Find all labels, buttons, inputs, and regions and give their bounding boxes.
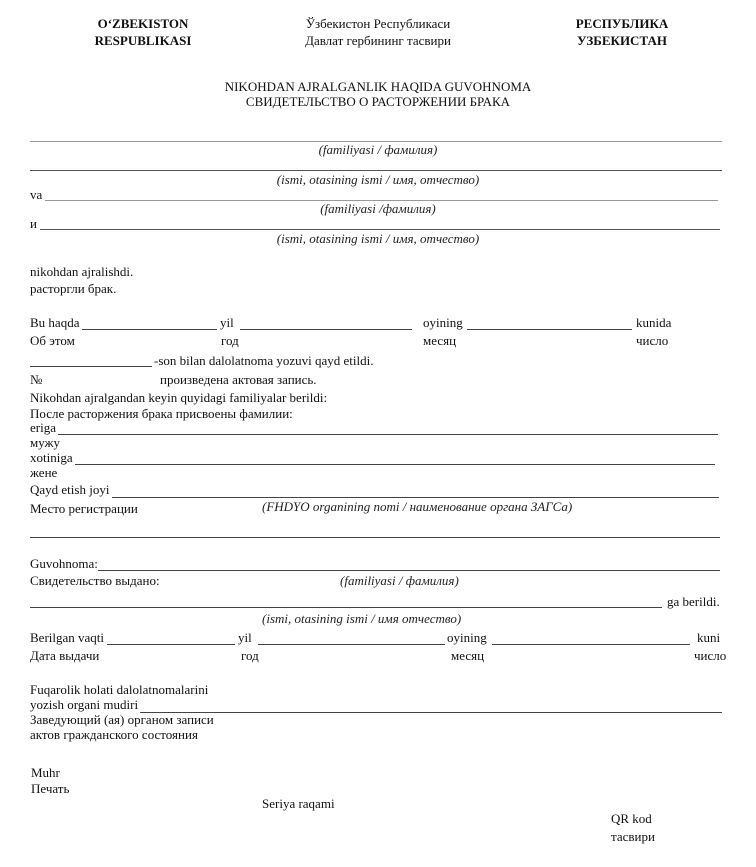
issue-month-label-uz: oyining	[447, 630, 487, 645]
husband-label-ru: мужу	[30, 435, 61, 450]
i-label: и	[30, 216, 37, 231]
issue-day-field[interactable]	[492, 644, 690, 645]
issue-year-field[interactable]	[107, 644, 235, 645]
header-center-line2: Давлат гербининг тасвири	[305, 33, 451, 48]
record-number-field[interactable]	[30, 366, 152, 367]
record-day-label-ru: число	[636, 333, 669, 348]
seal-label-ru: Печать	[31, 781, 70, 796]
seal-label-uz: Muhr	[31, 765, 60, 780]
record-year-label-ru: год	[221, 333, 239, 348]
registry-caption: (FHDYO organining nomi / наименование органа ЗАГСа)	[262, 499, 573, 514]
record-number-ru: произведена актовая запись.	[160, 372, 317, 387]
issue-month-label-ru: месяц	[451, 648, 485, 663]
issued-surname-caption: (familiyasi / фамилия)	[340, 573, 459, 588]
issue-day-label-ru: число	[694, 648, 727, 663]
record-month-label-ru: месяц	[423, 333, 457, 348]
certificate-label-ru: Свидетельство выдано:	[30, 573, 160, 588]
issue-date-label-uz: Berilgan vaqti	[30, 630, 105, 645]
wife-surname-field[interactable]	[75, 464, 715, 465]
va-label: va	[30, 187, 43, 202]
wife-label-ru: жене	[30, 465, 58, 480]
record-year-label-uz: yil	[220, 315, 234, 330]
certificate-surname-field[interactable]	[98, 570, 720, 571]
header-left-line1: O‘ZBEKISTON	[97, 16, 189, 31]
surnames-heading-uz: Nikohdan ajralgandan keyin quyidagi familiyalar berildi:	[30, 390, 328, 405]
given-label: ga berildi.	[667, 594, 720, 609]
wife-label-uz: xotiniga	[30, 450, 73, 465]
name-2-field[interactable]	[40, 229, 720, 230]
name-caption: (ismi, otasining ismi / имя, отчество)	[276, 172, 480, 187]
record-year-field[interactable]	[82, 329, 217, 330]
document-title-uz: NIKOHDAN AJRALGANLIK HAQIDA GUVOHNOMA	[224, 79, 532, 94]
issue-year-label-ru: год	[241, 648, 259, 663]
divorced-uz: nikohdan ajralishdi.	[30, 264, 134, 279]
header-left-line2: RESPUBLIKASI	[94, 33, 192, 48]
surname-caption: (familiyasi / фамилия)	[318, 142, 438, 157]
head-label-uz-1: Fuqarolik holati dalolatnomalarini	[30, 682, 209, 697]
certificate-label-uz: Guvohnoma:	[30, 556, 98, 571]
number-sign: №	[30, 372, 43, 387]
registration-label-uz: Qayd etish joyi	[30, 482, 110, 497]
divorced-ru: расторгли брак.	[30, 281, 117, 296]
surnames-heading-ru: После расторжения брака присвоены фамилии:	[30, 406, 293, 421]
husband-surname-field[interactable]	[58, 434, 718, 435]
head-label-ru-2: актов гражданского состояния	[30, 727, 198, 742]
qr-code-label-2: тасвири	[611, 829, 655, 844]
husband-label-uz: eriga	[30, 420, 56, 435]
record-month-label-uz: oyining	[423, 315, 463, 330]
registration-place-field-2[interactable]	[30, 537, 720, 538]
serial-number-label: Seriya raqami	[262, 796, 335, 811]
head-signature-field[interactable]	[140, 712, 722, 713]
record-number-uz: -son bilan dalolatnoma yozuvi qayd etildi.	[154, 353, 374, 368]
record-date-label-uz: Bu haqda	[30, 315, 80, 330]
certificate-name-field[interactable]	[30, 607, 662, 608]
header-right-line2: УЗБЕКИСТАН	[577, 33, 667, 48]
header-center-line1: Ўзбекистон Республикаси	[305, 16, 451, 31]
record-day-field[interactable]	[467, 329, 632, 330]
head-label-uz-2: yozish organi mudiri	[30, 697, 139, 712]
record-date-label-ru: Об этом	[30, 333, 75, 348]
name-caption-2: (ismi, otasining ismi / имя, отчество)	[276, 231, 480, 246]
issue-year-label-uz: yil	[238, 630, 252, 645]
name-1-field[interactable]	[30, 170, 722, 171]
surname-caption-2: (familiyasi /фамилия)	[320, 201, 436, 216]
record-day-label-uz: kunida	[636, 315, 672, 330]
document-title-ru: СВИДЕТЕЛЬСТВО О РАСТОРЖЕНИИ БРАКА	[245, 94, 511, 109]
issue-date-label-ru: Дата выдачи	[30, 648, 100, 663]
head-label-ru-1: Заведующий (ая) органом записи	[30, 712, 214, 727]
record-month-field[interactable]	[240, 329, 412, 330]
registration-label-ru: Место регистрации	[30, 501, 138, 516]
issue-day-label-uz: kuni	[697, 630, 721, 645]
issued-name-caption: (ismi, otasining ismi / имя отчество)	[262, 611, 462, 626]
qr-code-label: QR kod	[611, 811, 652, 826]
header-right-line1: РЕСПУБЛИКА	[575, 16, 669, 31]
issue-month-field[interactable]	[258, 644, 445, 645]
registration-place-field[interactable]	[112, 497, 719, 498]
